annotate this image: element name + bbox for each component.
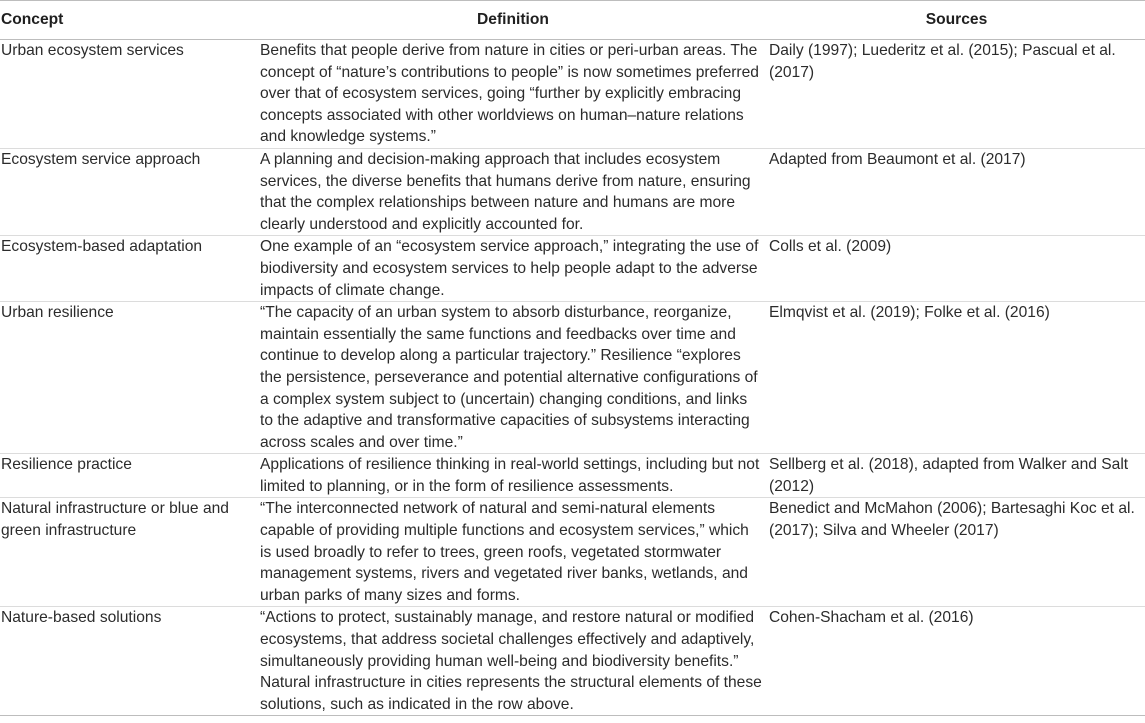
concept-cell xyxy=(0,148,258,235)
sources-cell xyxy=(768,607,1145,716)
header-concept: Concept xyxy=(0,1,258,40)
concept-text: Urban resilience xyxy=(1,304,114,322)
table-row xyxy=(0,236,1145,302)
definition-text: Benefits that people derive from nature in cities or peri-urban areas. The concept of “nature’s contributions to people” is now sometimes preferred over that of ecosystem services, going “further by explicitly embracing concepts associated with other worldviews on human–nature relations and knowledge systems.” xyxy=(260,42,759,146)
definition-cell xyxy=(258,148,768,235)
concept-text: Ecosystem-based adaptation xyxy=(1,238,203,256)
concept-text: Urban ecosystem services xyxy=(1,42,184,59)
header-sources: Sources xyxy=(768,1,1145,40)
concept-cell xyxy=(0,302,258,454)
sources-text: Benedict and McMahon (2006); Bartesaghi Koc et al. (2017); Silva and Wheeler (2017) xyxy=(769,500,1135,540)
definition-cell xyxy=(258,40,768,149)
concept-text: Nature-based solutions xyxy=(1,609,162,627)
definition-cell xyxy=(258,302,768,454)
sources-text: Cohen-Shacham et al. (2016) xyxy=(769,609,974,627)
concept-text: Natural infrastructure or blue and green infrastructure xyxy=(1,500,229,540)
sources-text: Elmqvist et al. (2019); Folke et al. (2016) xyxy=(769,304,1050,322)
table-body xyxy=(0,40,1145,716)
table-row xyxy=(0,454,1145,498)
concept-cell xyxy=(0,40,258,149)
concept-cell xyxy=(0,498,258,607)
sources-cell xyxy=(768,40,1145,149)
sources-text: Daily (1997); Luederitz et al. (2015); Pascual et al. (2017) xyxy=(769,42,1116,81)
definition-text: Applications of resilience thinking in real-world settings, including but not limited to planning, or in the form of resilience assessments. xyxy=(260,456,760,495)
table-row xyxy=(0,40,1145,149)
table-row xyxy=(0,148,1145,235)
table-row xyxy=(0,498,1145,607)
concept-cell xyxy=(0,607,258,716)
sources-cell xyxy=(768,454,1145,498)
table-row xyxy=(0,302,1145,454)
concept-text: Resilience practice xyxy=(1,456,132,474)
header-row xyxy=(0,1,1145,40)
definition-cell xyxy=(258,454,768,498)
table-row xyxy=(0,607,1145,716)
sources-cell xyxy=(768,236,1145,302)
header-definition: Definition xyxy=(258,1,768,40)
definition-text: “The capacity of an urban system to absorb disturbance, reorganize, maintain essentially the same functions and feedbacks over time and continue to develop along a particular trajectory.” Resilience “explores the persistence, perseverance and potential alternative configurations of a complex system subject to (uncertain) changing conditions, and links to the adaptive and transformative capacities of subsystems interacting across scales and over time.” xyxy=(260,304,758,451)
definition-cell xyxy=(258,498,768,607)
definition-text: A planning and decision-making approach that includes ecosystem services, the diverse benefits that humans derive from nature, ensuring that the complex relationships between nature and humans are more clearly understood and explicitly accounted for. xyxy=(260,150,751,233)
sources-text: Sellberg et al. (2018), adapted from Walker and Salt (2012) xyxy=(769,456,1129,495)
concept-text: Ecosystem service approach xyxy=(1,150,201,168)
concept-cell xyxy=(0,236,258,302)
sources-text: Colls et al. (2009) xyxy=(769,238,892,256)
table-header xyxy=(0,1,1145,40)
concept-cell xyxy=(0,454,258,498)
sources-cell xyxy=(768,302,1145,454)
sources-cell xyxy=(768,498,1145,607)
definition-cell xyxy=(258,607,768,716)
definition-text: One example of an “ecosystem service approach,” integrating the use of biodiversity and ecosystem services to help people adapt to the adverse impacts of climate change. xyxy=(260,238,759,299)
sources-text: Adapted from Beaumont et al. (2017) xyxy=(769,150,1026,168)
definition-cell xyxy=(258,236,768,302)
sources-cell xyxy=(768,148,1145,235)
definition-text: “The interconnected network of natural and semi-natural elements capable of providing multiple functions and ecosystem services,” which is used broadly to refer to trees, green roofs, vegetated stormwater management systems, rivers and vegetated river banks, wetlands, and urban parks of many sizes and forms. xyxy=(260,500,749,604)
definition-text: “Actions to protect, sustainably manage, and restore natural or modified ecosystems, that address societal challenges effectively and adaptively, simultaneously providing human well-being and biodiversity benefits.” Natural infrastructure in cities represents the structural elements of these solutions, such as indicated in the row above. xyxy=(260,609,762,713)
